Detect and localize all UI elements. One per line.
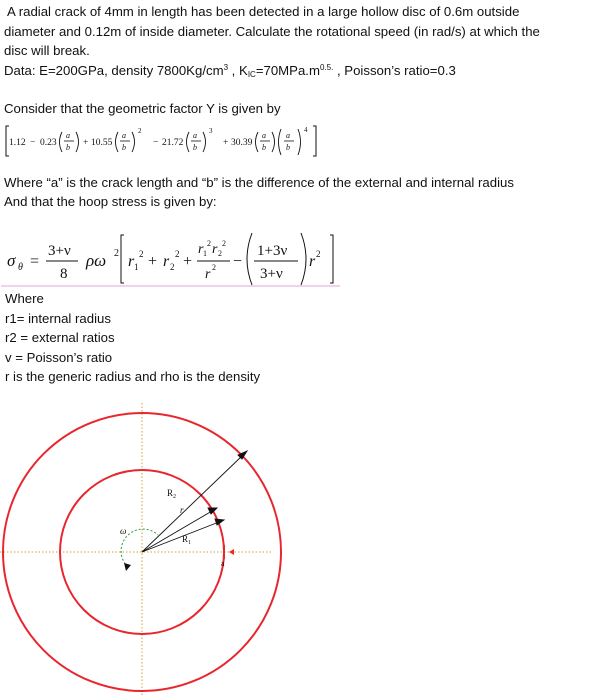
frac3-num: a: [193, 131, 197, 140]
num2-exp1: 2: [207, 239, 211, 248]
theta-subscript: θ: [18, 262, 23, 273]
plus-2: +: [183, 253, 193, 270]
problem-line-2: diameter and 0.12m of inside diameter. Calculate the rotational speed (in rad/s) at which the: [4, 23, 540, 39]
def-r: r is the generic radius and rho is the density: [5, 369, 261, 384]
op-plus-2: +: [223, 138, 229, 148]
problem-line-3: disc will break.: [4, 43, 90, 59]
num2-sub2: 2: [218, 249, 222, 258]
geometric-factor-formula: [0, 122, 320, 162]
num2-r2: r: [212, 242, 218, 257]
frac3-numerator: 1+3ν: [257, 243, 288, 259]
den2-exp: 2: [212, 263, 216, 272]
op-minus-2: −: [153, 138, 159, 148]
frac1-denominator: 8: [60, 266, 68, 282]
hoop-stress-formula: [0, 225, 345, 289]
frac1-num: a: [66, 131, 70, 140]
exp-2: 2: [138, 127, 142, 135]
r-generic-exponent: 2: [316, 249, 321, 259]
coef-c1: 0.23: [40, 138, 57, 148]
data-line: [4, 61, 611, 81]
label-a: a: [221, 559, 225, 568]
def-v: v = Poisson’s ratio: [5, 350, 113, 365]
sigma-symbol: σ: [7, 251, 16, 270]
data-suffix: , Poisson’s ratio=0.3: [333, 62, 456, 78]
equals-sign: =: [30, 253, 40, 270]
rho-omega: ρω: [86, 251, 107, 270]
r1-symbol: r: [128, 253, 135, 270]
where-a-line-2: And that the hoop stress is given by:: [4, 194, 217, 209]
label-R1-sub: 1: [188, 540, 191, 546]
def-r1: r1= internal radius: [5, 311, 111, 326]
problem-line-1: A radial crack of 4mm in length has been detected in a large hollow disc of 0.6m outside: [7, 4, 520, 19]
where-heading: Where: [5, 291, 44, 306]
r2-subscript: 2: [170, 262, 175, 272]
num2-r1: r: [198, 242, 204, 257]
data-ic: IC: [247, 69, 256, 79]
label-R1: R: [182, 534, 189, 544]
geometric-intro: Consider that the geometric factor Y is given by: [4, 101, 281, 116]
frac4-den: b: [262, 143, 266, 152]
frac2-den: b: [122, 143, 126, 152]
coef-c0: 1.12: [9, 138, 26, 148]
coef-c2: 10.55: [91, 138, 113, 148]
op-minus-1: −: [30, 138, 36, 148]
frac5-den: b: [286, 143, 290, 152]
frac5-num: a: [286, 131, 290, 140]
label-omega: ω: [120, 526, 127, 536]
problem-statement: [4, 2, 611, 80]
data-cube: 3: [223, 62, 229, 72]
exp-3: 3: [209, 127, 213, 135]
r-generic: r: [309, 253, 316, 270]
coef-c3: 21.72: [162, 138, 184, 148]
num2-exp2: 2: [222, 239, 226, 248]
data-exp: 0.5.: [319, 62, 334, 72]
num2-sub1: 1: [203, 249, 207, 258]
frac2-num: a: [122, 131, 126, 140]
den2-r: r: [205, 267, 211, 282]
data-k: , K: [228, 62, 248, 78]
data-prefix: Data: E=200GPa, density 7800Kg/cm: [4, 62, 224, 78]
disc-diagram: [0, 395, 300, 700]
coef-c4: 30.39: [231, 138, 253, 148]
minus-sign: −: [233, 253, 243, 270]
op-plus-1: +: [83, 138, 89, 148]
dotted-axes: [0, 403, 272, 695]
r2-exponent: 2: [175, 249, 180, 259]
exp-4: 4: [304, 126, 308, 134]
frac1-den: b: [66, 143, 70, 152]
omega-exponent: 2: [114, 248, 119, 259]
rotation-arrowhead: [124, 563, 131, 571]
frac1-numerator: 3+ν: [48, 243, 71, 259]
label-R2: R: [167, 488, 174, 498]
frac3-denominator: 3+ν: [260, 266, 283, 282]
def-r2: r2 = external ratios: [5, 330, 115, 345]
radius-arrows: [142, 451, 247, 552]
frac3-den: b: [193, 143, 197, 152]
data-kval: =70MPa.m: [255, 62, 320, 78]
plus-1: +: [148, 253, 158, 270]
frac4-num: a: [262, 131, 266, 140]
label-R2-sub: 2: [173, 494, 176, 500]
where-a-line-1: Where “a” is the crack length and “b” is the difference of the external and internal radius: [4, 175, 514, 190]
r1-exponent: 2: [139, 249, 144, 259]
r1-subscript: 1: [134, 262, 139, 272]
r2-symbol: r: [163, 253, 170, 270]
label-r: r: [180, 505, 184, 515]
